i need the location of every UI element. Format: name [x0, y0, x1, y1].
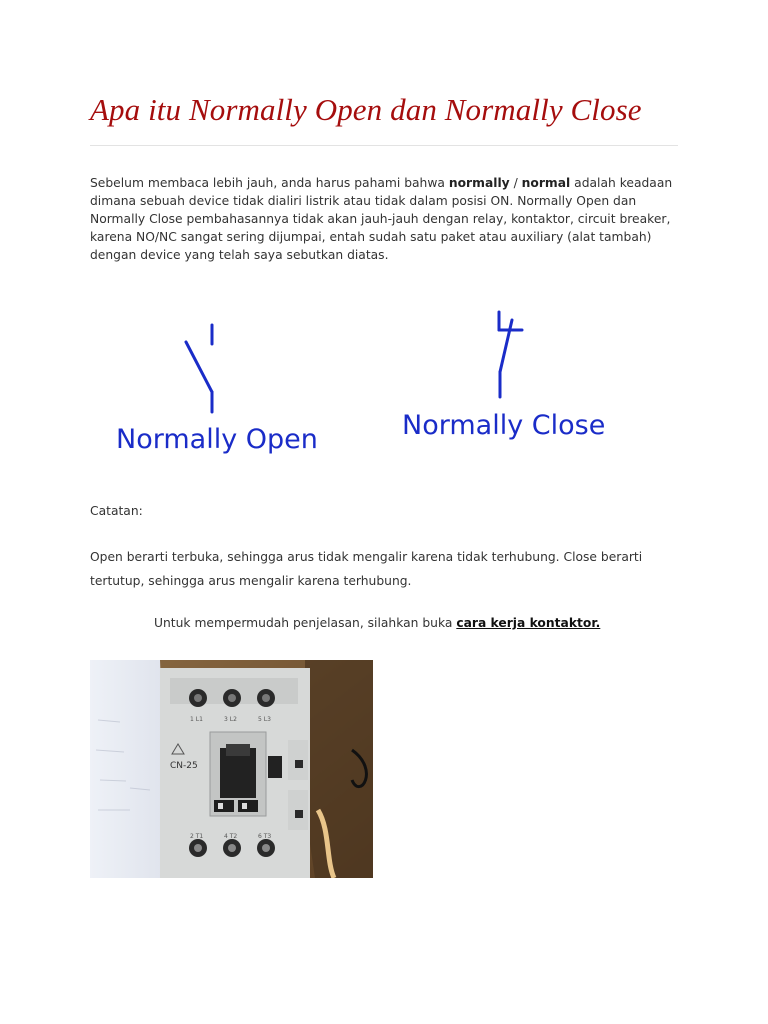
terminal-label-top-2: 3 L2 — [224, 716, 237, 723]
title-divider — [90, 145, 678, 146]
nc-closed-blade — [500, 320, 512, 372]
normally-open-symbol — [186, 325, 212, 412]
no-open-blade — [186, 342, 212, 392]
bold-term-normally: normally — [448, 176, 510, 190]
terminal-label-bottom-1: 2 T1 — [190, 833, 204, 840]
photo-device-label: CN-25 — [170, 761, 198, 771]
contactor-photo-drawing — [90, 660, 373, 878]
terminal-label-top-1: 1 L1 — [190, 716, 203, 723]
intro-separator: / — [509, 176, 522, 190]
normally-open-label: Normally Open — [116, 424, 318, 455]
bold-term-normal: normal — [521, 176, 571, 190]
page-title: Apa itu Normally Open dan Normally Close — [90, 92, 642, 127]
no-nc-diagram — [100, 300, 640, 465]
intro-paragraph — [90, 174, 680, 264]
link-prefix: Untuk mempermudah penjelasan, silahkan buka — [154, 616, 457, 630]
link-paragraph — [154, 614, 654, 632]
intro-text-start: Sebelum membaca lebih jauh, anda harus pahami bahwa — [90, 176, 449, 190]
normally-close-symbol — [499, 312, 522, 397]
normally-close-label: Normally Close — [402, 410, 606, 441]
note-paragraph: Open berarti terbuka, sehingga arus tidak mengalir karena tidak terhubung. Close berarti tertutup, sehingga arus mengalir karena terhubung. — [90, 550, 643, 588]
terminal-label-top-3: 5 L3 — [258, 716, 271, 723]
cara-kerja-kontaktor-link[interactable]: cara kerja kontaktor. — [456, 616, 601, 630]
intro-text-end: adalah keadaan dimana sebuah device tidak dialiri listrik atau tidak dalam posisi ON. Normally Open dan Normally Close pembahasannya tidak akan jauh-jauh dengan relay, kontaktor, circuit breaker, karena NO/NC sangat sering dijumpai, entah sudah satu paket atau auxiliary (alat tambah) dengan device yang telah saya sebutkan diatas. — [90, 176, 673, 262]
terminal-label-bottom-2: 4 T2 — [224, 833, 238, 840]
contactor-photo — [90, 660, 373, 878]
terminal-label-bottom-3: 6 T3 — [258, 833, 272, 840]
note-label: Catatan: — [90, 504, 143, 518]
